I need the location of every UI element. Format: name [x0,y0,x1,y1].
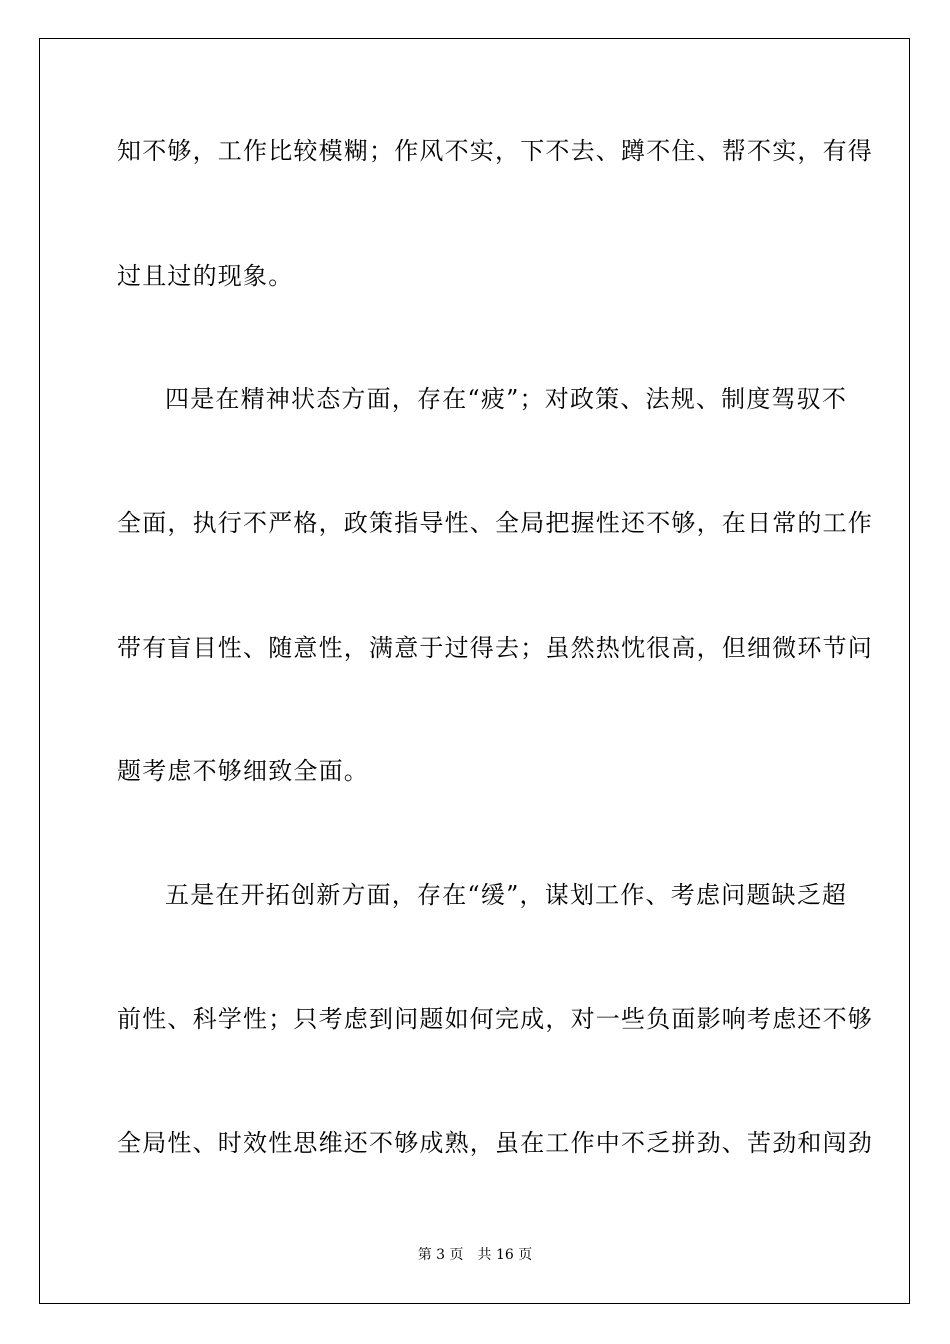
text-line-2: 过且过的现象。 [117,262,294,290]
page-border [39,38,910,1304]
text-line-5: 带有盲目性、随意性，满意于过得去；虽然热忱很高，但细微环节问 [117,634,873,662]
page-number: 第 3 页 [417,1247,464,1263]
page-total: 共 16 页 [477,1247,533,1263]
text-line-1: 知不够，工作比较模糊；作风不实，下不去、蹲不住、帮不实，有得 [117,137,873,165]
text-line-9: 全局性、时效性思维还不够成熟，虽在工作中不乏拼劲、苦劲和闯劲 [117,1129,873,1157]
text-line-7: 五是在开拓创新方面，存在“缓”，谋划工作、考虑问题缺乏超 [165,881,848,909]
page-footer [0,1246,950,1264]
text-line-4: 全面，执行不严格，政策指导性、全局把握性还不够，在日常的工作 [117,509,873,537]
text-line-6: 题考虑不够细致全面。 [117,757,369,785]
text-line-3: 四是在精神状态方面，存在“疲”；对政策、法规、制度驾驭不 [165,385,848,413]
text-line-8: 前性、科学性；只考虑到问题如何完成，对一些负面影响考虑还不够 [117,1005,873,1033]
